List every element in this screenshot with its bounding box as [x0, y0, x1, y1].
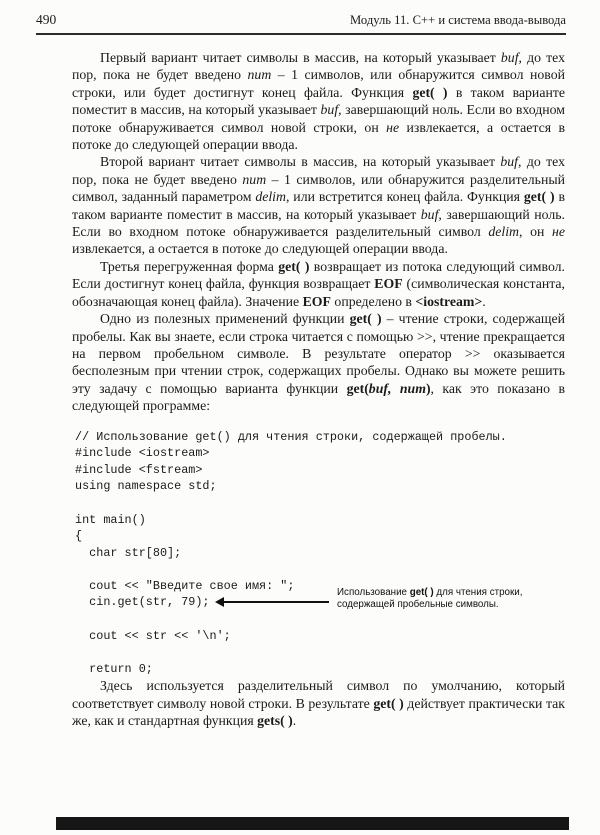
body-paragraph-4: Одно из полезных применений функции get( ) – чтение строки, содержащей пробелы. Как вы знаете, если строка читается с помощью >>, чтение прекращается на первом пробельном символе. В результате оператор >> оказывается бесполезным при чтении строк, содержащих пробелы. Однако вы можете решить эту задачу с помощью варианта функции get(buf, num), как это показано в следующей программе:: [72, 311, 565, 414]
page-number: 490: [36, 12, 57, 27]
body-paragraph-3: Третья перегруженная форма get( ) возвращает из потока следующий символ. Если достигнут конец файла, функция возвращает EOF (символическая константа, обозначающая конец файла). Значение EOF определено в <iostream>.: [72, 258, 566, 309]
code-listing: // Использование get() для чтения строки, содержащей пробелы. #include <iostream> #include <fstream> using namespace std; int main() { char str[80]; cout << "Введите свое имя: "; cin.get(str, 79); cout << str << '\n'; return 0;: [75, 429, 507, 676]
body-paragraph-1: Первый вариант читает символы в массив, на который указывает buf, до тех пор, пока не будет введено num – 1 символов, или обнаружится символ новой строки, или будет достигнут конец файла. Функция get( ) в таком варианте поместит в массив, на который указывает buf, завершающий ноль. Если во входном потоке обнаруживается символ новой строки, он не извлекается, а остается в потоке до следующей операции ввода.: [72, 50, 566, 153]
body-paragraph-final: Здесь используется разделительный символ по умолчанию, который соответствует символу новой строки. В результате get( ) действует практически так же, как и стандартная функция gets( ).: [72, 678, 566, 729]
chapter-header-title: Модуль 11. C++ и система ввода-вывода: [350, 13, 566, 27]
page-body: [0, 35, 600, 730]
annotation-arrow-icon: [223, 601, 329, 603]
code-annotation: Использование get( ) для чтения строки, содержащей пробельные символы.: [337, 586, 523, 611]
code-listing-wrap: [75, 429, 565, 678]
footer-bar: [56, 817, 569, 830]
page-header: [36, 12, 566, 35]
body-paragraph-2: Второй вариант читает символы в массив, на который указывает buf, до тех пор, пока не будет введено num – 1 символов, или обнаружится разделительный символ, заданный параметром delim, или встретится конец файла. Функция get( ) в таком варианте поместит в массив, на который указывает buf, завершающий ноль. Если во входном потоке обнаруживается разделительный символ delim, он не извлекается, а остается в потоке до следующей операции ввода.: [72, 154, 566, 257]
